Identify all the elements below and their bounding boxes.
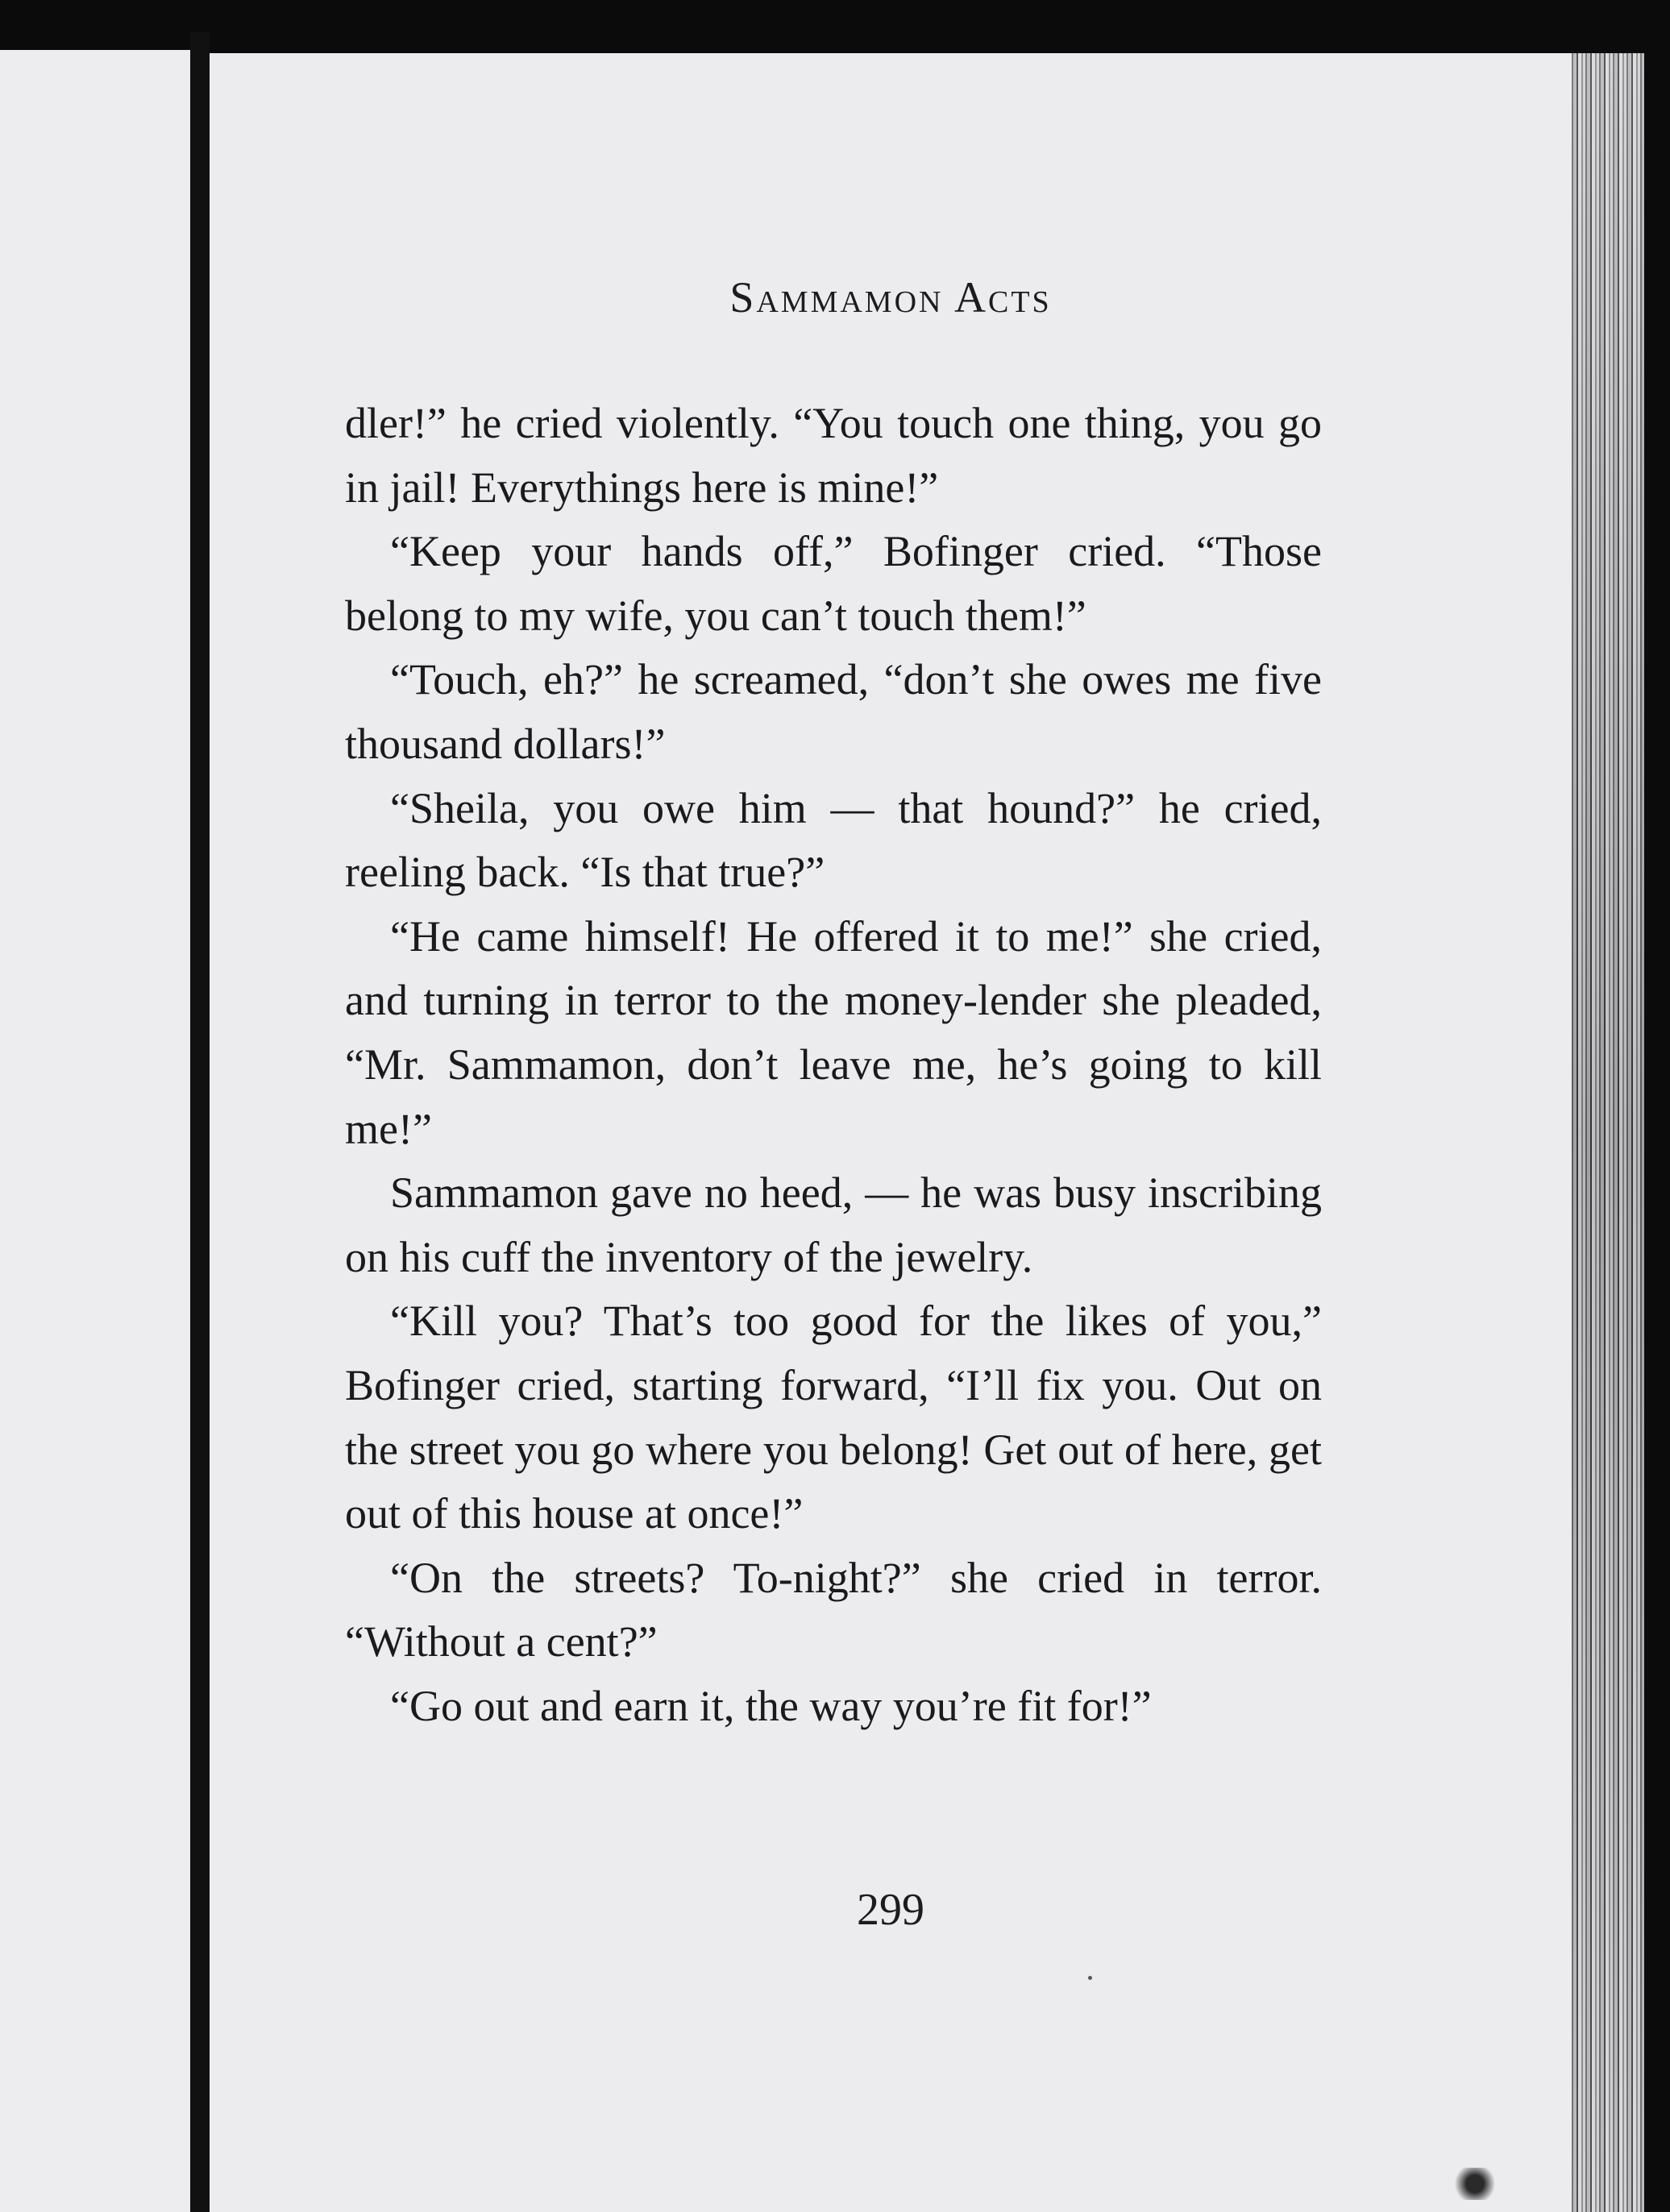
page-number: 299 (857, 1885, 924, 1935)
scan-smudge (1451, 2168, 1499, 2200)
book-gutter (190, 32, 210, 2212)
paragraph-9: “Go out and earn it, the way you’re fit for!” (390, 1681, 1152, 1730)
scan-border (1644, 0, 1670, 2212)
paragraph-4: “Sheila, you owe him — that hound?” he cried, reeling back. “Is that true?” (345, 783, 1322, 897)
paper-speck (1088, 1976, 1092, 1980)
paragraph-7: “Kill you? That’s too good for the likes of you,” Bofinger cried, starting forward, “I’ll fix you. Out on the street you go where you belong! Get out of here, get out of this house at once!” (345, 1297, 1322, 1538)
paragraph-1: dler!” he cried violently. “You touch one thing, you go in jail! Everythings here is mine!” (345, 399, 1322, 512)
book-page (210, 53, 1572, 2212)
paragraph-6: Sammamon gave no heed, — he was busy inscribing on his cuff the inventory of the jewelry. (345, 1168, 1322, 1281)
body-text (345, 392, 1322, 1738)
paragraph-2: “Keep your hands off,” Bofinger cried. “Those belong to my wife, you can’t touch them!” (345, 527, 1322, 640)
paragraph-5: “He came himself! He offered it to me!” she cried, and turning in terror to the money-lender she pleaded, “Mr. Sammamon, don’t leave me, he’s going to kill me!” (345, 911, 1322, 1153)
running-head: Sammamon Acts (729, 273, 1052, 322)
facing-page-edge (0, 50, 190, 2212)
paragraph-8: “On the streets? To-night?” she cried in terror. “Without a cent?” (345, 1553, 1322, 1666)
paragraph-3: “Touch, eh?” he screamed, “don’t she owes me five thousand dollars!” (345, 655, 1322, 768)
